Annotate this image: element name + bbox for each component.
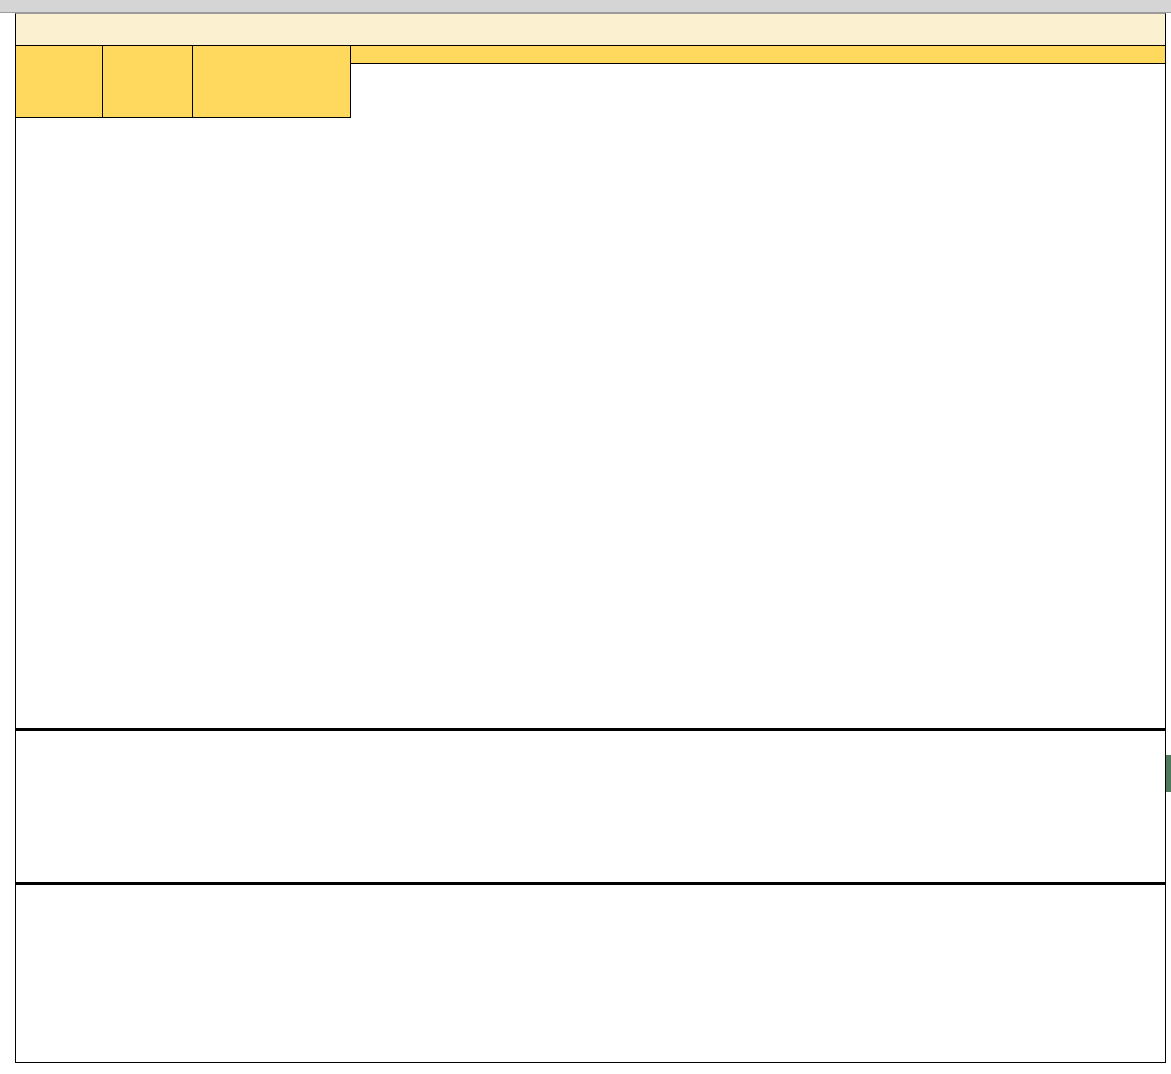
header-vehicle-age[interactable] — [193, 46, 351, 118]
group-separator-1 — [15, 728, 1166, 731]
column-header-strip — [0, 0, 1171, 13]
green-marker — [1166, 755, 1171, 792]
header-shamsi-model[interactable] — [103, 46, 193, 118]
table-title-cell[interactable] — [15, 13, 1166, 46]
group-separator-2 — [15, 882, 1166, 885]
table-outer-border — [15, 13, 1166, 1063]
header-gregorian-model[interactable] — [15, 46, 103, 118]
band-header-cell[interactable] — [351, 46, 1166, 64]
